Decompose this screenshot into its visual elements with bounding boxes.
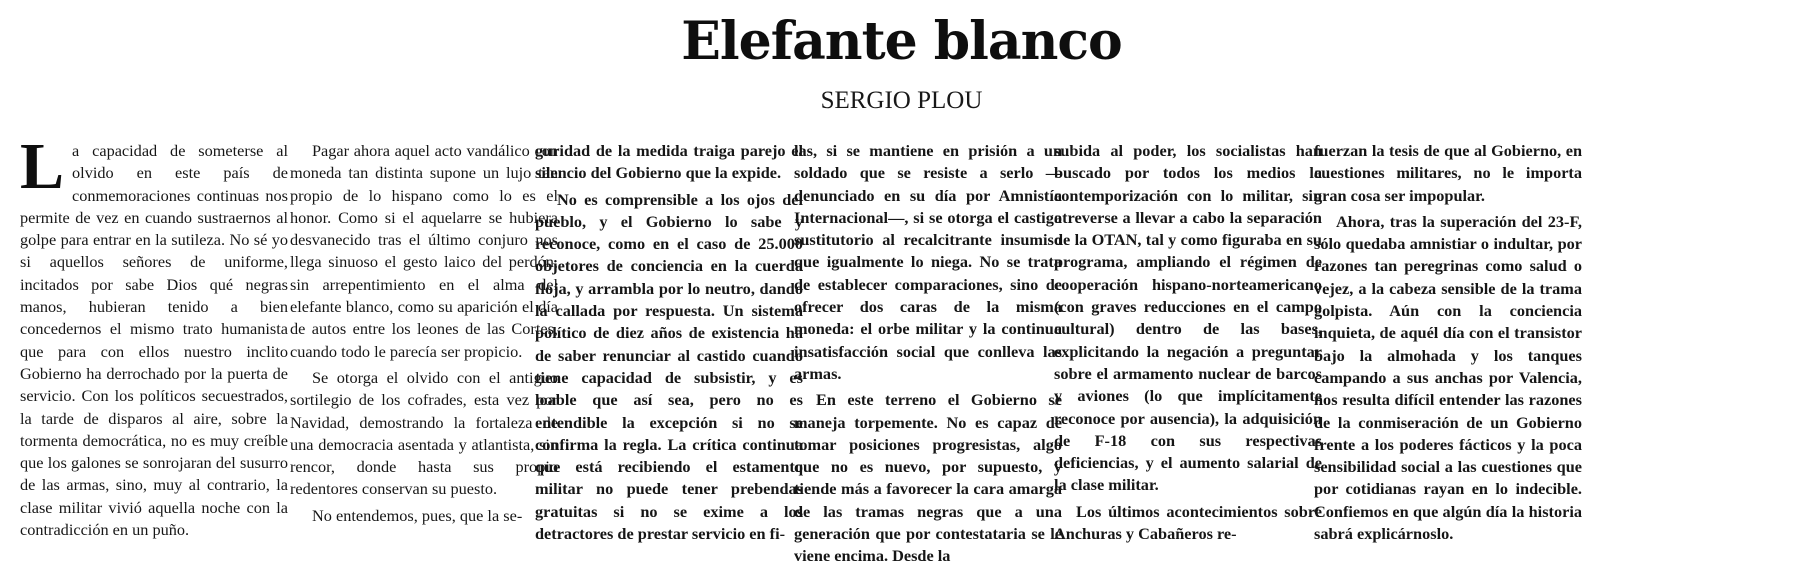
paragraph: subida al poder, los socialistas han buscado por todos los medios la contemporización con lo militar, sin atreverse a llevar a cabo la separación de la OTAN, tal y como figuraba en su programa, ampliando el régimen de cooperación hispano-norteamericano (con graves reducciones en el campo cultural) dentro de las bases, explicitando la negación a preguntar sobre el armamento nuclear de barcos y aviones (lo que implícitamente reconoce por ausencia), la adquisición de F-18 con sus respectivas deficiencias, y el aumento salarial de la clase militar. xyxy=(1054,141,1322,495)
paragraph xyxy=(20,130,288,541)
text-column-5 xyxy=(1054,140,1322,550)
author-byline: SERGIO PLOU xyxy=(820,87,983,114)
paragraph: las, si se mantiene en prisión a un soldado que se resiste a serlo —denunciado en su día por Amnistía Internacional—, si se otorga el castigo sustitutorio al recalcitrante insumiso que igualmente lo niega. No se trata de establecer comparaciones, sino de ofrecer dos caras de la misma moneda: el orbe militar y la continua insatisfacción social que conlleva las armas. xyxy=(794,141,1062,383)
paragraph: Ahora, tras la superación del 23-F, sólo quedaba amnistiar o indultar, por razones tan peregrinas como salud o vejez, a la cabeza sensible de la trama golpista. Aún con la conciencia inquieta, de aquél día con el transistor bajo la almohada y los tanques campando a sus anchas por Valencia, nos resulta difícil entender las razones de la conmiseración de un Gobierno frente a los poderes fácticos y la poca sensibilidad social a las cuestiones que por cotidianas rayan en lo indecible. Confiemos en que algún día la historia sabrá explicárnoslo. xyxy=(1314,211,1582,544)
paragraph: No es comprensible a los ojos del pueblo, y el Gobierno lo sabe y reconoce, como en el caso de 25.000 objetores de conciencia en la cuerda floja, y arrambla por lo neutro, dando la callada por respuesta. Un sistema político de diez años de existencia ha de saber renunciar al castido cuando tiene capacidad de subsistir, y es loable que así sea, pero no es entendible la excepción si no se confirma la regla. La crítica continua que está recibiendo el estamento militar no puede tener prebendas gratuitas si no se exime a los detractores de prestar servicio en fi- xyxy=(535,189,803,544)
paragraph: En este terreno el Gobierno se maneja torpemente. No es capaz de tomar posiciones progresistas, algo que no es nuevo, por supuesto, y tiende más a favorecer la cara amarga de las tramas negras que a una generación que por contestataria se le viene encima. Desde la xyxy=(794,390,1062,566)
paragraph: guridad de la medida traiga parejo el silencio del Gobierno que la expide. xyxy=(535,141,803,183)
drop-cap: L xyxy=(20,130,65,203)
text-column-6 xyxy=(1314,140,1582,550)
paragraph: fuerzan la tesis de que al Gobierno, en cuestiones militares, no le importa gran cosa ser impopular. xyxy=(1314,141,1582,205)
text-column-3 xyxy=(535,140,803,550)
text-column-1 xyxy=(20,130,288,550)
text-column-2 xyxy=(290,140,558,550)
paragraph: Los últimos acontecimientos sobre Anchuras y Cabañeros re- xyxy=(1054,501,1322,544)
paragraph-text: a capacidad de someterse al olvido en este país de conmemoraciones continuas nos permite de vez en cuando sustraernos al golpe para entrar en la sutileza. No sé yo si aquellos señores de uniforme, incitados por sabe Dios qué negras manos, hubieran tenido a bien concedernos el mismo trato humanista que para con ellos nuestro inclito Gobierno ha derrochado por la puerta de servicio. Con los políticos secuestrados, la tarde de disparos al aire, sobre la tormenta democrática, no es muy creíble que los galones se sonrojaran del susurro de las armas, sino, muy al contrario, la clase militar vivió aquella noche con la contradicción en un puño. xyxy=(20,141,288,540)
paragraph: Se otorga el olvido con el antiguo sortilegio de los cofrades, esta vez por Navidad, demostrando la fortaleza de una democracia asentada y atlantista, sin rencor, donde hasta sus propio redentores conservan su puesto. xyxy=(290,367,558,499)
article-headline: Elefante blanco xyxy=(681,11,1122,72)
paragraph: Pagar ahora aquel acto vandálico con moneda tan distinta supone un lujo tan propio de lo hispano como lo es el honor. Como si el aquelarre se hubiera desvanecido tras el último conjuro nos llega sinuoso el gesto laico del perdón, sin arrepentimiento en el alma del elefante blanco, como su aparición el día de autos entre los leones de las Cortes, cuando todo le parecía ser propicio. xyxy=(290,141,558,361)
paragraph: No entendemos, pues, que la se- xyxy=(312,505,523,525)
text-column-4 xyxy=(794,140,1062,566)
